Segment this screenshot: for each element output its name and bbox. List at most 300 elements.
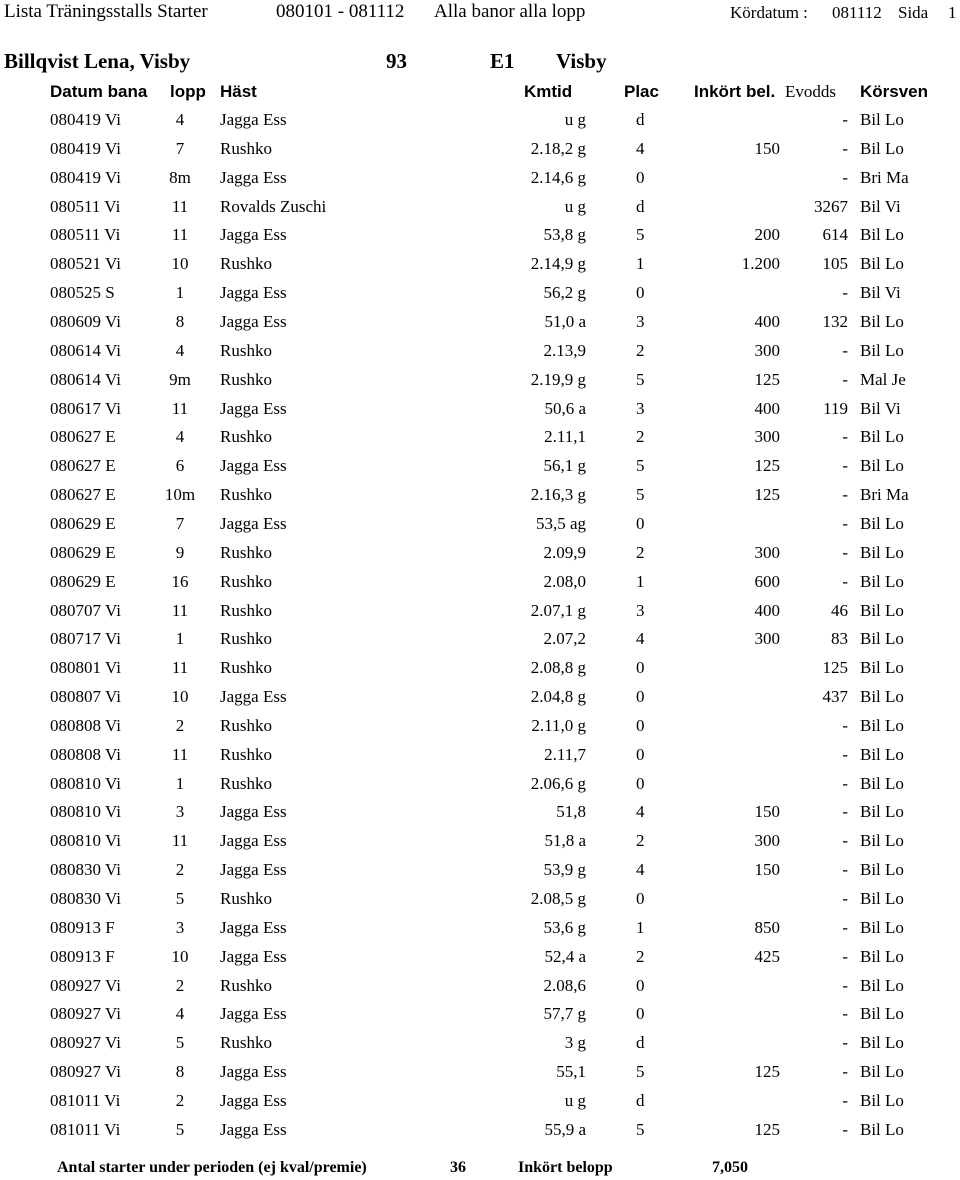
cell-date-track: 080927 Vi [50, 975, 121, 995]
cell-plac: 3 [636, 398, 645, 418]
cell-lopp: 8 [175, 1062, 185, 1082]
cell-evodds: 437 [822, 687, 848, 706]
cell-driver: Bil Lo [860, 687, 904, 706]
cell-horse: Jagga Ess [220, 456, 287, 476]
cell-horse: Jagga Ess [220, 1004, 287, 1024]
cell-horse: Jagga Ess [220, 802, 287, 822]
cell-driver: Bil Lo [860, 889, 904, 908]
cell-date-track: 080801 Vi [50, 658, 121, 678]
cell-kmtid: 51,0 a [544, 312, 586, 331]
cell-horse: Rushko [220, 629, 272, 649]
col-hast: Häst [220, 82, 257, 101]
trainer-location: Visby [556, 49, 607, 73]
cell-plac: 0 [636, 513, 645, 533]
cell-date-track: 080830 Vi [50, 889, 121, 908]
table-row [0, 371, 960, 400]
cell-inkort: 125 [754, 485, 780, 505]
cell-inkort: 300 [754, 831, 780, 851]
cell-inkort: 600 [754, 571, 780, 591]
cell-kmtid: 2.11,1 [544, 427, 586, 447]
cell-lopp: 11 [171, 744, 189, 764]
table-row [0, 1034, 960, 1063]
cell-plac: 3 [636, 312, 645, 331]
cell-date-track: 080627 E [50, 427, 116, 447]
cell-driver: Bil Lo [860, 975, 904, 995]
cell-plac: 0 [636, 975, 645, 995]
cell-evodds: - [842, 1004, 848, 1024]
cell-kmtid: 2.14,9 g [530, 254, 586, 274]
report-filter: Alla banor alla lopp [434, 1, 586, 22]
cell-evodds: - [842, 946, 848, 966]
cell-lopp: 5 [175, 1119, 185, 1139]
cell-date-track: 080808 Vi [50, 715, 121, 735]
table-row [0, 948, 960, 977]
cell-evodds: - [842, 1090, 848, 1110]
cell-date-track: 081011 Vi [50, 1119, 121, 1139]
cell-lopp: 16 [171, 571, 189, 591]
cell-lopp: 4 [175, 1004, 185, 1024]
cell-lopp: 3 [175, 917, 185, 937]
cell-date-track: 080913 F [50, 917, 115, 937]
cell-horse: Rushko [220, 658, 272, 678]
table-row [0, 977, 960, 1006]
cell-date-track: 080419 Vi [50, 110, 121, 129]
cell-inkort: 300 [754, 340, 780, 360]
cell-horse: Rushko [220, 542, 272, 562]
total-earnings-value: 7,050 [712, 1159, 748, 1176]
cell-kmtid: 56,1 g [543, 456, 586, 476]
cell-date-track: 080927 Vi [50, 1062, 121, 1082]
cell-inkort: 1.200 [741, 254, 780, 274]
cell-date-track: 080913 F [50, 946, 115, 966]
report-title: Lista Träningsstalls Starter [4, 1, 208, 22]
cell-inkort: 400 [754, 398, 780, 418]
cell-evodds: - [842, 773, 848, 793]
cell-evodds: - [842, 889, 848, 908]
cell-driver: Bil Lo [860, 773, 904, 793]
cell-driver: Bil Lo [860, 138, 904, 158]
cell-evodds: 83 [831, 629, 848, 649]
cell-kmtid: 51,8 [556, 802, 586, 822]
table-row [0, 313, 960, 342]
cell-lopp: 4 [175, 110, 185, 129]
cell-evodds: 105 [822, 254, 848, 274]
table-row [0, 861, 960, 890]
cell-plac: 5 [636, 1119, 645, 1139]
cell-date-track: 080629 E [50, 513, 116, 533]
cell-lopp: 11 [171, 196, 189, 216]
trainer-name: Billqvist Lena, Visby [4, 49, 191, 73]
cell-evodds: - [842, 744, 848, 764]
cell-driver: Bil Lo [860, 427, 904, 447]
cell-driver: Bil Lo [860, 225, 904, 245]
cell-plac: 0 [636, 744, 645, 764]
cell-kmtid: u g [564, 110, 586, 129]
cell-date-track: 080810 Vi [50, 773, 121, 793]
cell-kmtid: 57,7 g [543, 1004, 586, 1024]
cell-lopp: 4 [175, 427, 185, 447]
cell-date-track: 080419 Vi [50, 138, 121, 158]
cell-plac: 5 [636, 369, 645, 389]
table-row [0, 630, 960, 659]
cell-lopp: 7 [175, 513, 185, 533]
cell-evodds: 3267 [814, 196, 848, 216]
cell-date-track: 080629 E [50, 542, 116, 562]
cell-date-track: 080717 Vi [50, 629, 121, 649]
cell-horse: Jagga Ess [220, 1090, 287, 1110]
cell-plac: d [636, 110, 645, 129]
cell-date-track: 080614 Vi [50, 369, 121, 389]
cell-plac: 0 [636, 715, 645, 735]
cell-date-track: 080629 E [50, 571, 116, 591]
cell-plac: 5 [636, 225, 645, 245]
cell-inkort: 300 [754, 427, 780, 447]
cell-horse: Rushko [220, 427, 272, 447]
cell-horse: Jagga Ess [220, 283, 287, 303]
table-row [0, 226, 960, 255]
cell-horse: Jagga Ess [220, 225, 287, 245]
cell-driver: Bil Lo [860, 542, 904, 562]
cell-inkort: 850 [754, 917, 780, 937]
cell-horse: Jagga Ess [220, 831, 287, 851]
cell-evodds: - [842, 542, 848, 562]
cell-evodds: - [842, 456, 848, 476]
cell-lopp: 11 [171, 225, 189, 245]
cell-driver: Bil Lo [860, 1033, 904, 1053]
cell-kmtid: 2.07,1 g [530, 600, 586, 620]
table-row [0, 428, 960, 457]
cell-inkort: 150 [754, 802, 780, 822]
table-row [0, 919, 960, 948]
cell-driver: Bil Vi [860, 283, 901, 303]
cell-lopp: 9m [169, 369, 191, 389]
cell-plac: 0 [636, 167, 645, 187]
table-row [0, 544, 960, 573]
table-row [0, 255, 960, 284]
cell-horse: Jagga Ess [220, 110, 287, 129]
cell-horse: Rovalds Zuschi [220, 196, 327, 216]
cell-lopp: 11 [171, 658, 189, 678]
cell-lopp: 5 [175, 889, 185, 908]
page-number: 1 [948, 3, 957, 22]
cell-driver: Bil Vi [860, 398, 901, 418]
table-row [0, 602, 960, 631]
cell-horse: Jagga Ess [220, 513, 287, 533]
cell-kmtid: 2.16,3 g [530, 485, 586, 505]
cell-horse: Rushko [220, 889, 272, 908]
cell-kmtid: 2.08,8 g [530, 658, 586, 678]
cell-plac: 0 [636, 1004, 645, 1024]
cell-evodds: - [842, 138, 848, 158]
table-row [0, 832, 960, 861]
table-row [0, 169, 960, 198]
cell-inkort: 300 [754, 629, 780, 649]
table-row [0, 342, 960, 371]
cell-kmtid: 2.09,9 [543, 542, 586, 562]
cell-evodds: 46 [831, 600, 848, 620]
cell-evodds: - [842, 340, 848, 360]
cell-driver: Bil Lo [860, 571, 904, 591]
table-row [0, 400, 960, 429]
cell-evodds: - [842, 369, 848, 389]
cell-inkort: 125 [754, 1119, 780, 1139]
cell-lopp: 2 [175, 1090, 185, 1110]
table-row [0, 515, 960, 544]
cell-lopp: 4 [175, 340, 185, 360]
col-datum-bana: Datum bana [50, 82, 148, 101]
cell-kmtid: 51,8 a [544, 831, 586, 851]
cell-horse: Jagga Ess [220, 398, 287, 418]
cell-horse: Jagga Ess [220, 917, 287, 937]
cell-evodds: - [842, 110, 848, 129]
table-row [0, 140, 960, 169]
cell-evodds: - [842, 167, 848, 187]
cell-horse: Jagga Ess [220, 167, 287, 187]
cell-plac: 2 [636, 427, 645, 447]
cell-inkort: 125 [754, 456, 780, 476]
cell-date-track: 080521 Vi [50, 254, 121, 274]
cell-date-track: 080627 E [50, 456, 116, 476]
cell-kmtid: 2.08,0 [543, 571, 586, 591]
cell-lopp: 5 [175, 1033, 185, 1053]
cell-driver: Bil Lo [860, 513, 904, 533]
cell-kmtid: 53,8 g [543, 225, 586, 245]
cell-driver: Bil Lo [860, 744, 904, 764]
cell-date-track: 080927 Vi [50, 1004, 121, 1024]
cell-inkort: 125 [754, 369, 780, 389]
cell-lopp: 10m [164, 485, 196, 505]
cell-kmtid: 2.11,0 g [531, 715, 586, 735]
cell-date-track: 080830 Vi [50, 860, 121, 880]
cell-date-track: 080807 Vi [50, 687, 121, 706]
cell-date-track: 080707 Vi [50, 600, 121, 620]
table-row [0, 284, 960, 313]
cell-plac: 2 [636, 340, 645, 360]
cell-lopp: 1 [175, 283, 185, 303]
cell-driver: Bil Lo [860, 946, 904, 966]
cell-kmtid: 53,9 g [543, 860, 586, 880]
cell-inkort: 400 [754, 312, 780, 331]
cell-horse: Jagga Ess [220, 1119, 287, 1139]
cell-driver: Bri Ma [860, 167, 909, 187]
table-row [0, 688, 960, 717]
cell-evodds: - [842, 485, 848, 505]
cell-plac: 1 [636, 917, 645, 937]
col-lopp: lopp [170, 82, 206, 101]
cell-driver: Bil Lo [860, 600, 904, 620]
cell-inkort: 125 [754, 1062, 780, 1082]
cell-horse: Rushko [220, 975, 272, 995]
cell-lopp: 3 [175, 802, 185, 822]
cell-evodds: - [842, 715, 848, 735]
cell-kmtid: 52,4 a [544, 946, 586, 966]
cell-kmtid: u g [564, 1090, 586, 1110]
table-row [0, 1121, 960, 1150]
cell-plac: 4 [636, 138, 645, 158]
cell-driver: Bil Lo [860, 254, 904, 274]
cell-driver: Bil Lo [860, 1004, 904, 1024]
cell-lopp: 9 [175, 542, 185, 562]
cell-horse: Rushko [220, 600, 272, 620]
cell-inkort: 200 [754, 225, 780, 245]
cell-kmtid: 3 g [564, 1033, 586, 1053]
cell-lopp: 2 [175, 975, 185, 995]
cell-horse: Jagga Ess [220, 1062, 287, 1082]
cell-kmtid: 55,1 [556, 1062, 586, 1082]
cell-lopp: 10 [171, 687, 189, 706]
cell-driver: Bil Lo [860, 1062, 904, 1082]
cell-plac: 5 [636, 456, 645, 476]
cell-lopp: 10 [171, 946, 189, 966]
cell-plac: 4 [636, 860, 645, 880]
cell-date-track: 080614 Vi [50, 340, 121, 360]
table-row [0, 457, 960, 486]
cell-plac: 3 [636, 600, 645, 620]
cell-horse: Jagga Ess [220, 946, 287, 966]
cell-driver: Bil Lo [860, 456, 904, 476]
cell-evodds: - [842, 917, 848, 937]
cell-kmtid: 2.06,6 g [530, 773, 586, 793]
table-row [0, 1063, 960, 1092]
cell-kmtid: 2.18,2 g [530, 138, 586, 158]
cell-horse: Jagga Ess [220, 860, 287, 880]
cell-evodds: - [842, 427, 848, 447]
starts-count-label: Antal starter under perioden (ej kval/premie) [57, 1159, 367, 1176]
table-row [0, 717, 960, 746]
cell-kmtid: 2.08,6 [543, 975, 586, 995]
cell-driver: Bil Lo [860, 658, 904, 678]
table-row [0, 573, 960, 602]
cell-kmtid: 2.19,9 g [530, 369, 586, 389]
cell-driver: Bil Lo [860, 312, 904, 331]
cell-driver: Mal Je [860, 369, 906, 389]
cell-inkort: 150 [754, 138, 780, 158]
cell-evodds: - [842, 1033, 848, 1053]
page-label: Sida [898, 3, 929, 22]
cell-evodds: 119 [823, 398, 848, 418]
cell-plac: 0 [636, 658, 645, 678]
cell-date-track: 080525 S [50, 283, 115, 303]
cell-driver: Bri Ma [860, 485, 909, 505]
cell-kmtid: u g [564, 196, 586, 216]
run-date: 081112 [832, 3, 882, 22]
cell-driver: Bil Lo [860, 1119, 904, 1139]
cell-date-track: 080511 Vi [50, 225, 121, 245]
starts-count-value: 36 [450, 1159, 466, 1176]
cell-date-track: 080810 Vi [50, 831, 121, 851]
cell-date-track: 080511 Vi [50, 196, 121, 216]
cell-date-track: 080609 Vi [50, 312, 121, 331]
cell-horse: Rushko [220, 485, 272, 505]
cell-driver: Bil Lo [860, 917, 904, 937]
cell-kmtid: 2.04,8 g [530, 687, 586, 706]
cell-plac: 0 [636, 687, 645, 706]
cell-evodds: - [842, 283, 848, 303]
cell-lopp: 11 [171, 831, 189, 851]
cell-plac: d [636, 196, 645, 216]
cell-driver: Bil Lo [860, 860, 904, 880]
cell-lopp: 1 [175, 629, 185, 649]
cell-horse: Rushko [220, 138, 272, 158]
cell-evodds: - [842, 1062, 848, 1082]
cell-plac: 4 [636, 802, 645, 822]
cell-date-track: 080627 E [50, 485, 116, 505]
cell-plac: 0 [636, 773, 645, 793]
cell-driver: Bil Lo [860, 340, 904, 360]
col-inkort: Inkört bel. [694, 82, 776, 101]
cell-kmtid: 2.07,2 [543, 629, 586, 649]
cell-evodds: - [842, 831, 848, 851]
cell-horse: Rushko [220, 571, 272, 591]
cell-date-track: 080617 Vi [50, 398, 121, 418]
cell-evodds: - [842, 513, 848, 533]
cell-kmtid: 2.14,6 g [530, 167, 586, 187]
cell-driver: Bil Vi [860, 196, 901, 216]
col-plac: Plac [624, 82, 659, 101]
table-row [0, 890, 960, 919]
total-earnings-label: Inkört belopp [518, 1159, 613, 1176]
cell-evodds: - [842, 860, 848, 880]
cell-plac: d [636, 1033, 645, 1053]
cell-inkort: 425 [754, 946, 780, 966]
cell-kmtid: 56,2 g [543, 283, 586, 303]
cell-plac: 0 [636, 889, 645, 908]
cell-kmtid: 55,9 a [544, 1119, 586, 1139]
table-row [0, 198, 960, 227]
cell-evodds: 132 [822, 312, 848, 331]
cell-evodds: - [842, 1119, 848, 1139]
cell-kmtid: 2.08,5 g [530, 889, 586, 908]
cell-lopp: 11 [171, 600, 189, 620]
cell-date-track: 081011 Vi [50, 1090, 121, 1110]
cell-date-track: 080808 Vi [50, 744, 121, 764]
cell-horse: Rushko [220, 744, 272, 764]
cell-horse: Rushko [220, 369, 272, 389]
table-row [0, 486, 960, 515]
table-row [0, 111, 960, 140]
cell-horse: Rushko [220, 254, 272, 274]
cell-driver: Bil Lo [860, 715, 904, 735]
cell-lopp: 8 [175, 312, 185, 331]
cell-horse: Rushko [220, 340, 272, 360]
run-date-label: Kördatum : [730, 3, 808, 22]
col-evodds: Evodds [785, 82, 836, 101]
table-row [0, 746, 960, 775]
cell-horse: Rushko [220, 715, 272, 735]
cell-evodds: 614 [822, 225, 848, 245]
cell-inkort: 300 [754, 542, 780, 562]
cell-date-track: 080419 Vi [50, 167, 121, 187]
cell-plac: 5 [636, 1062, 645, 1082]
cell-horse: Jagga Ess [220, 687, 287, 706]
cell-lopp: 7 [175, 138, 185, 158]
cell-inkort: 150 [754, 860, 780, 880]
cell-horse: Rushko [220, 1033, 272, 1053]
cell-plac: 4 [636, 629, 645, 649]
cell-plac: 2 [636, 542, 645, 562]
table-row [0, 1005, 960, 1034]
cell-evodds: - [842, 571, 848, 591]
cell-horse: Rushko [220, 773, 272, 793]
cell-date-track: 080927 Vi [50, 1033, 121, 1053]
cell-kmtid: 50,6 a [544, 398, 586, 418]
cell-lopp: 1 [175, 773, 185, 793]
cell-inkort: 400 [754, 600, 780, 620]
table-row [0, 659, 960, 688]
cell-driver: Bil Lo [860, 110, 904, 129]
table-row [0, 803, 960, 832]
trainer-license: E1 [490, 49, 515, 73]
